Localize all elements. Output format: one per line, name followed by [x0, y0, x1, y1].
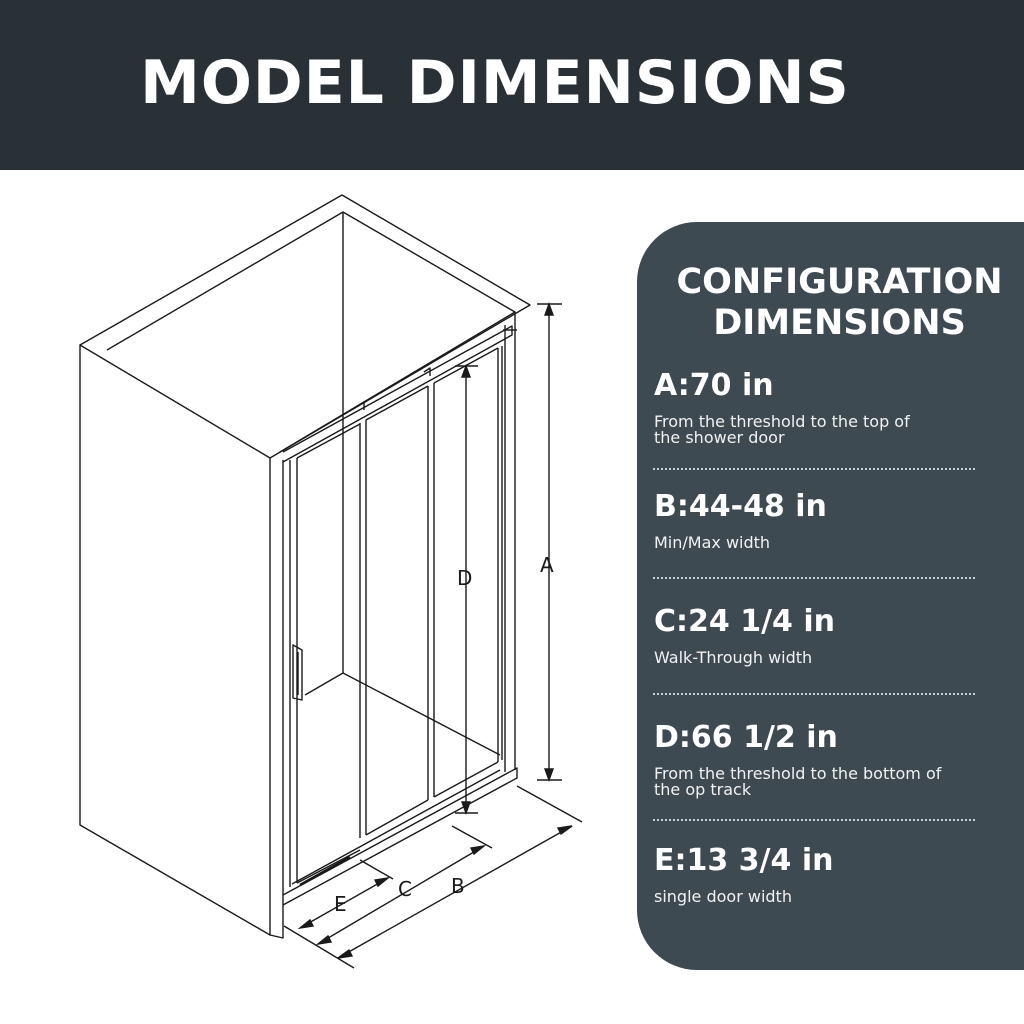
shower-door-diagram	[0, 170, 640, 1024]
spec-c-value: C:24 1/4 in	[654, 604, 835, 639]
door-panel-1	[360, 420, 366, 838]
label-e: E	[334, 892, 347, 916]
spec-a	[654, 368, 984, 446]
label-a: A	[540, 553, 554, 577]
panel-title: CONFIGURATION DIMENSIONS	[676, 262, 1003, 343]
page-title: MODEL DIMENSIONS	[140, 48, 850, 118]
spec-b-desc: Min/Max width	[654, 533, 771, 552]
divider	[653, 468, 975, 470]
spec-e	[654, 843, 984, 905]
spec-a-desc: From the threshold to the top of the shower door	[654, 412, 910, 447]
header-banner	[0, 0, 1024, 170]
door-handle	[293, 645, 302, 700]
spec-c-desc: Walk-Through width	[654, 648, 813, 667]
spec-b-value: B:44-48 in	[654, 489, 827, 524]
spec-c	[654, 604, 984, 666]
spec-b	[654, 489, 984, 551]
spec-d	[654, 720, 984, 798]
divider	[653, 819, 975, 821]
configuration-panel	[637, 222, 1024, 970]
spec-e-value: E:13 3/4 in	[654, 843, 834, 878]
spec-e-desc: single door width	[654, 887, 792, 906]
label-d: D	[457, 566, 473, 590]
door-panel-2	[428, 383, 434, 800]
label-c: C	[398, 877, 412, 901]
spec-d-value: D:66 1/2 in	[654, 720, 838, 755]
header-track	[283, 326, 512, 462]
spec-a-value: A:70 in	[654, 368, 774, 403]
label-b: B	[451, 874, 465, 898]
right-post	[505, 312, 515, 772]
divider	[653, 693, 975, 695]
divider	[653, 577, 975, 579]
spec-d-desc: From the threshold to the bottom of the op track	[654, 764, 942, 799]
left-wall	[80, 345, 270, 935]
